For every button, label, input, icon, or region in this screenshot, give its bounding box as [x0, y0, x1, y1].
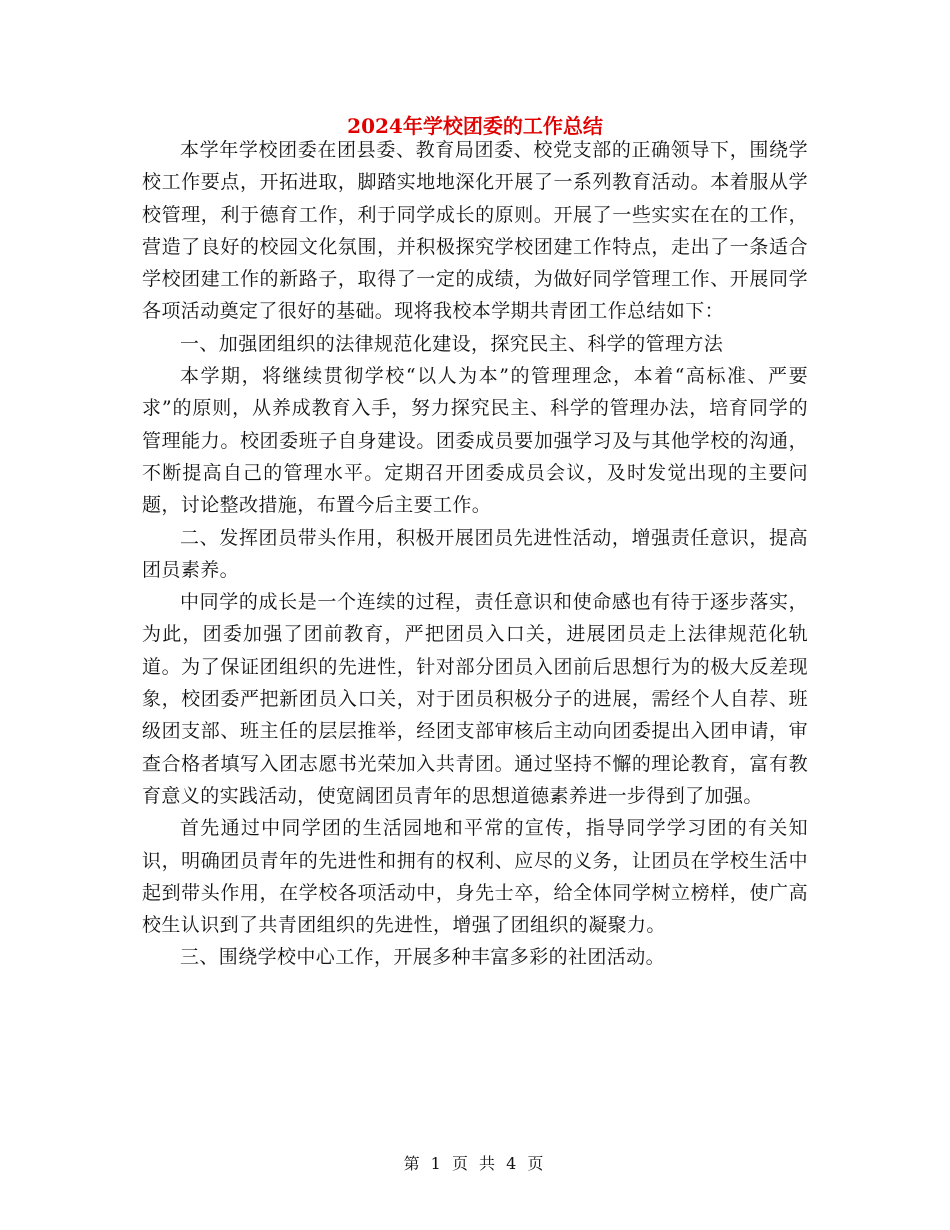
paragraph-intro: 本学年学校团委在团县委、教育局团委、校党支部的正确领导下，围绕学校工作要点，开拓进取，脚踏实地地深化开展了一系列教育活动。本着服从学校管理，利于德育工作，利于同学成长的原则。开展了一些实实在在的工作，营造了良好的校园文化氛围，并积极探究学校团建工作特点，走出了一条适合学校团建工作的新路子，取得了一定的成绩，为做好同学管理工作、开展同学各项活动奠定了很好的基础。现将我校本学期共青团工作总结如下： — [142, 139, 808, 323]
section-heading-3: 三、围绕学校中心工作，开展多种丰富多彩的社团活动。 — [180, 946, 666, 969]
document-title: 2024年学校团委的工作总结 — [347, 114, 603, 138]
paragraph-section-1: 本学期，将继续贯彻学校“以人为本”的管理理念，本着“高标准、严要求”的原则，从养成教育入手，努力探究民主、科学的管理办法，培育同学的管理能力。校团委班子自身建设。团委成员要加强学习及与其他学校的沟通，不断提高自己的管理水平。定期召开团委成员会议，及时发觉出现的主要问题，讨论整改措施，布置今后主要工作。 — [142, 365, 808, 517]
section-heading-1: 一、加强团组织的法律规范化建设，探究民主、科学的管理方法 — [180, 332, 724, 355]
page-footer: 第 1 页 共 4 页 — [403, 1154, 547, 1173]
paragraph-section-2a: 中同学的成长是一个连续的过程，责任意识和使命感也有待于逐步落实，为此，团委加强了团前教育，严把团员入口关，进展团员走上法律规范化轨道。为了保证团组织的先进性，针对部分团员入团前后思想行为的极大反差现象，校团委严把新团员入口关，对于团员积极分子的进展，需经个人自荐、班级团支部、班主任的层层推举，经团支部审核后主动向团委提出入团申请，审查合格者填写入团志愿书光荣加入共青团。通过坚持不懈的理论教育，富有教育意义的实践活动，使宽阔团员青年的思想道德素养进一步得到了加强。 — [142, 591, 808, 807]
section-heading-2: 二、发挥团员带头作用，积极开展团员先进性活动，增强责任意识，提高团员素养。 — [142, 526, 808, 581]
document-body — [142, 134, 808, 974]
paragraph-section-2b: 首先通过中同学团的生活园地和平常的宣传，指导同学学习团的有关知识，明确团员青年的先进性和拥有的权利、应尽的义务，让团员在学校生活中起到带头作用，在学校各项活动中，身先士卒，给全体同学树立榜样，使广高校生认识到了共青团组织的先进性，增强了团组织的凝聚力。 — [142, 817, 808, 937]
